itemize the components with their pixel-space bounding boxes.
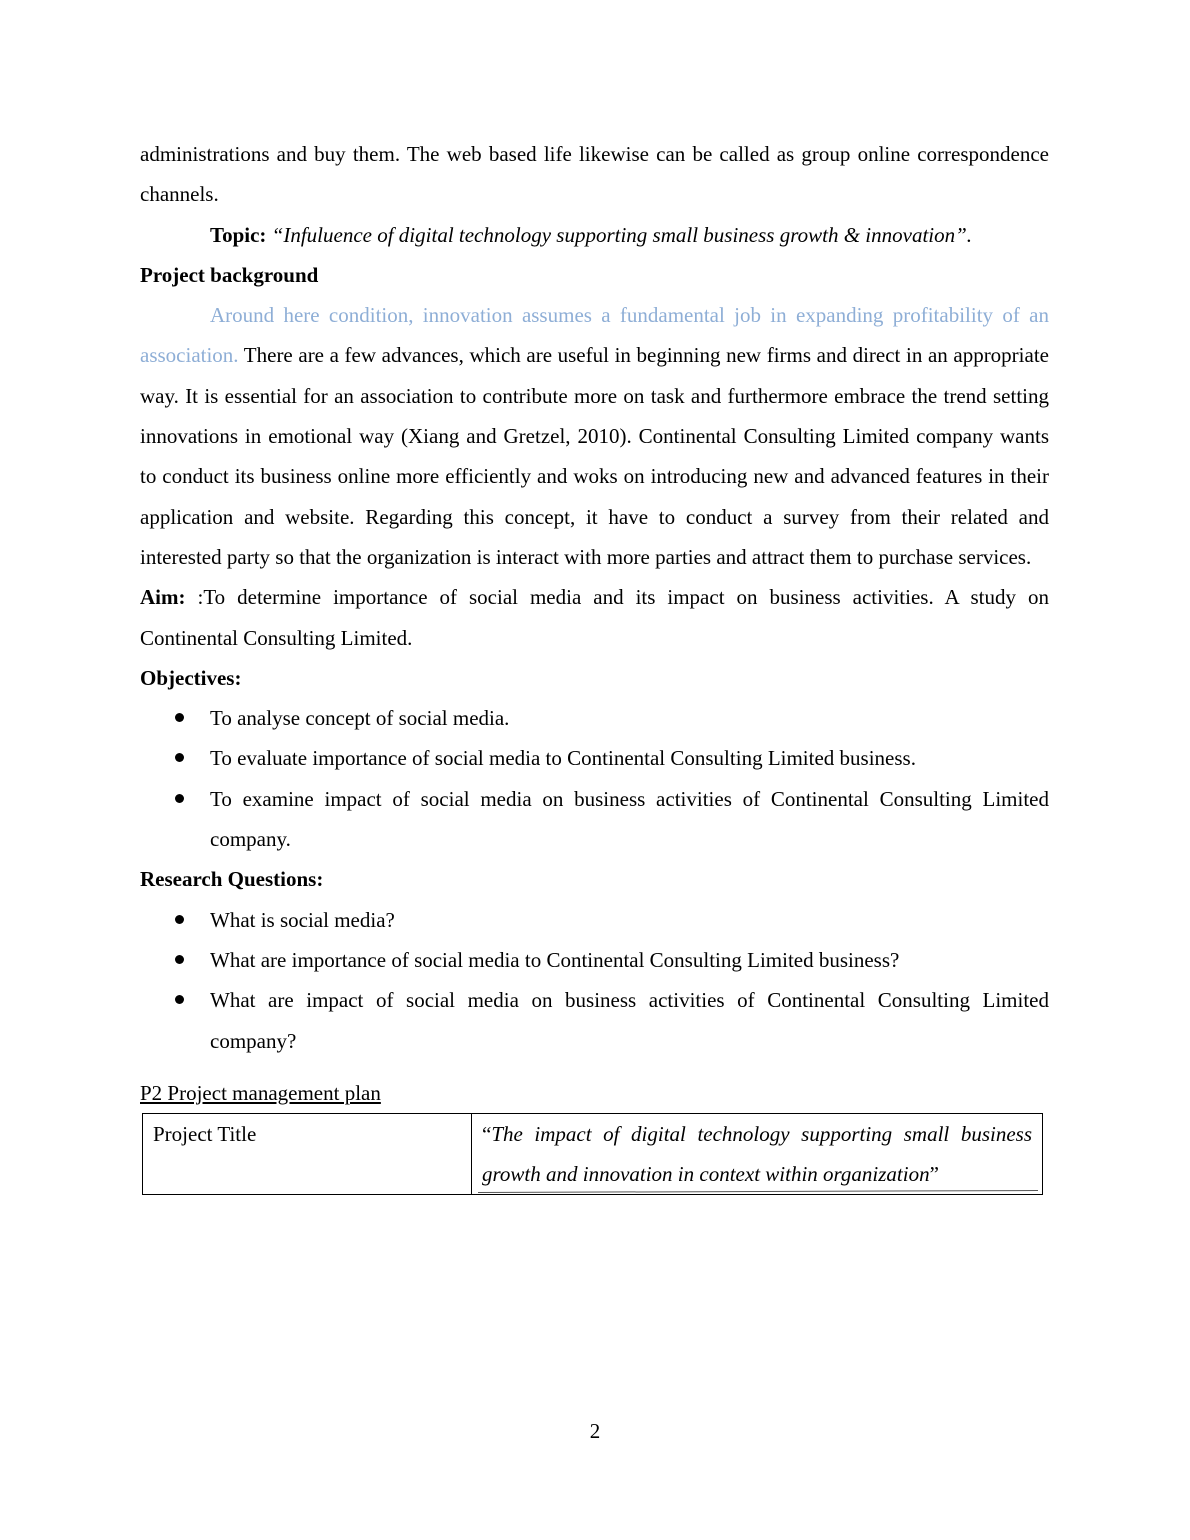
topic-paragraph xyxy=(140,215,1049,255)
bullet-icon xyxy=(175,713,184,722)
table-row xyxy=(143,1113,1043,1194)
intro-continuation-paragraph: administrations and buy them. The web based life likewise can be called as group online correspondence channels. xyxy=(140,142,1049,207)
list-item xyxy=(140,698,1049,738)
objectives-list xyxy=(140,698,1049,859)
objectives-heading: Objectives: xyxy=(140,665,242,690)
list-item xyxy=(140,779,1049,860)
project-management-plan-title: P2 Project management plan xyxy=(140,1080,381,1105)
objective-text: To examine impact of social media on business activities of Continental Consulting Limited company. xyxy=(210,786,1049,852)
open-quote: “ xyxy=(482,1121,492,1146)
list-item xyxy=(140,940,1049,980)
bullet-icon xyxy=(175,753,184,762)
project-background-paragraph xyxy=(140,295,1049,577)
aim-paragraph xyxy=(140,577,1049,658)
project-background-heading: Project background xyxy=(140,262,319,287)
project-title-value xyxy=(472,1113,1043,1194)
bullet-icon xyxy=(175,955,184,964)
project-plan-table xyxy=(142,1113,1043,1195)
bullet-icon xyxy=(175,915,184,924)
close-quote: ” xyxy=(929,1161,939,1186)
question-text: What is social media? xyxy=(210,907,395,932)
page-number: 2 xyxy=(589,1419,601,1443)
background-body-text: There are a few advances, which are useful in beginning new firms and direct in an appropriate way. It is essential for an association to contribute more on task and furthermore embrace the trend setting innovations in emotional way (Xiang and Gretzel, 2010). Continental Consulting Limited company wants to conduct its business online more efficiently and woks on introducing new and advanced features in their application and website. Regarding this concept, it have to conduct a survey from their related and interested party so that the organization is interact with more parties and attract them to purchase services. xyxy=(140,343,1049,569)
research-questions-list xyxy=(140,900,1049,1061)
topic-label: Topic: xyxy=(210,222,267,247)
bullet-icon xyxy=(175,995,184,1004)
question-text: What are impact of social media on business activities of Continental Consulting Limited company? xyxy=(210,988,1049,1053)
objective-text: To analyse concept of social media. xyxy=(210,706,510,731)
aim-label: Aim: xyxy=(140,585,186,610)
list-item xyxy=(140,900,1049,940)
aim-text: :To determine importance of social media and its impact on business activities. A study on Continental Consulting Limited. xyxy=(140,585,1049,650)
list-item xyxy=(140,738,1049,778)
bullet-icon xyxy=(175,794,184,803)
question-text: What are importance of social media to Continental Consulting Limited business? xyxy=(210,947,900,972)
project-title-label: Project Title xyxy=(143,1113,472,1194)
document-body xyxy=(140,134,1049,1195)
list-item xyxy=(140,980,1049,1061)
highlighted-text: Around here condition, innovation assumes a fundamental job in expanding profitability of an association. xyxy=(140,303,1049,368)
objective-text: To evaluate importance of social media to Continental Consulting Limited business. xyxy=(210,746,916,771)
project-title-text: The impact of digital technology supporting small business growth and innovation in context within organization xyxy=(482,1121,1032,1186)
research-questions-heading: Research Questions: xyxy=(140,867,324,892)
topic-text: “Infuluence of digital technology supporting small business growth & innovation”. xyxy=(266,222,973,247)
underline-stroke xyxy=(478,1190,1038,1193)
